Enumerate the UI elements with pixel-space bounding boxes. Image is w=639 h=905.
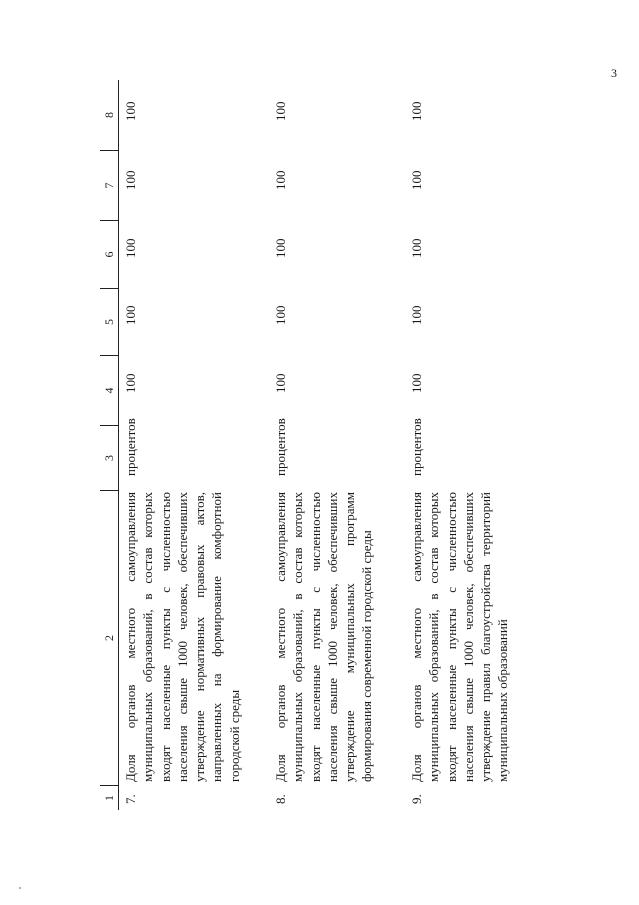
indicator-name: Доля органов местного самоуправления муниципальных образований, в состав которых входят населенные пункты с численностью населения свыше 1000 человек, обеспечивших утверждение муниципальных программ формирования современной городской среды: [273, 492, 375, 782]
unit-of-measure: процентов: [409, 418, 424, 476]
header-col-6: 6: [100, 220, 118, 288]
row-number: 8.: [273, 794, 288, 804]
header-col-3: 3: [100, 425, 118, 490]
indicator-value: 100: [273, 170, 288, 190]
header-col-8: 8: [102, 112, 116, 118]
header-col-2: 2: [100, 490, 118, 785]
unit-of-measure: процентов: [273, 418, 288, 476]
header-col-7: 7: [100, 150, 118, 220]
table-header-row: [100, 80, 119, 810]
indicator-value: 100: [123, 373, 138, 393]
indicator-value: 100: [409, 101, 424, 121]
indicator-name: Доля органов местного самоуправления муниципальных образований, в состав которых входят населенные пункты с численностью населения свыше 1000 человек, обеспечивших утверждение правил благоустройства территорий муниципальных образований: [409, 492, 511, 782]
indicator-value: 100: [123, 170, 138, 190]
indicator-value: 100: [409, 238, 424, 258]
header-col-4: 4: [100, 355, 118, 425]
indicator-value: 100: [409, 305, 424, 325]
indicators-table: [100, 80, 511, 810]
indicator-value: 100: [273, 238, 288, 258]
indicator-value: 100: [123, 238, 138, 258]
header-col-1: 1: [100, 785, 118, 810]
header-col-5: 5: [100, 288, 118, 355]
indicator-value: 100: [273, 101, 288, 121]
row-number: 7.: [123, 794, 138, 804]
indicator-name: Доля органов местного самоуправления муниципальных образований, в состав которых входят населенные пункты с численностью населения свыше 1000 человек, обеспечивших утверждение нормативных правовых актов, направленных на формирование комфортной городской среды: [123, 492, 242, 782]
indicator-value: 100: [273, 373, 288, 393]
page-number: 3: [611, 66, 617, 80]
unit-of-measure: процентов: [123, 418, 138, 476]
indicator-value: 100: [123, 101, 138, 121]
indicator-value: 100: [409, 373, 424, 393]
indicator-value: 100: [123, 305, 138, 325]
scan-speck: [19, 887, 21, 889]
indicator-value: 100: [409, 170, 424, 190]
indicator-value: 100: [273, 305, 288, 325]
row-number: 9.: [409, 794, 424, 804]
